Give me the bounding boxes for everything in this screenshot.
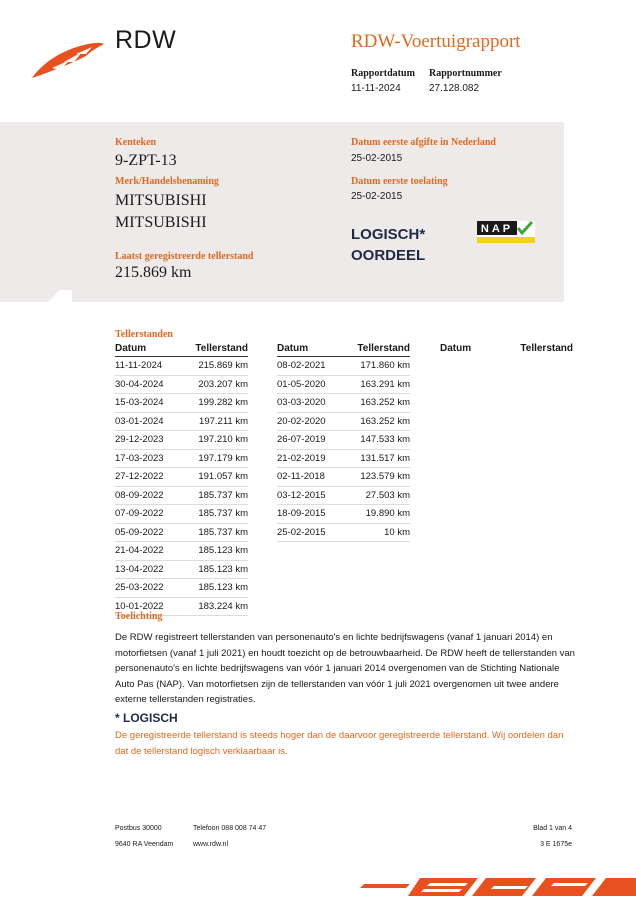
first-admission-label: Datum eerste toelating	[351, 176, 448, 187]
logisch-explanation: De geregistreerde tellerstand is steeds hoger dan de daarvoor geregistreerde tellerstand. Wij oordelen dan dat de tellerstand logisch verklaarbaar is.	[115, 730, 564, 757]
first-nl-label: Datum eerste afgifte in Nederland	[351, 137, 496, 148]
vehicle-summary-panel	[0, 122, 564, 302]
footer-code: 3 E 1675e	[540, 841, 572, 848]
odometer-date: 21-04-2022	[115, 545, 164, 556]
odometer-row	[277, 468, 410, 487]
explanation-title: Toelichting	[115, 611, 163, 622]
odometer-row	[277, 376, 410, 395]
nap-logo-icon	[477, 221, 535, 243]
odometer-value: 185.737 km	[198, 508, 248, 519]
odometer-date: 08-02-2021	[277, 360, 326, 371]
odometer-row	[277, 450, 410, 469]
footer-postbus: Postbus 30000	[115, 825, 162, 832]
odometer-column-2	[277, 343, 410, 542]
footer-website[interactable]: www.rdw.nl	[193, 841, 229, 848]
report-number-label: Rapportnummer	[429, 68, 502, 79]
odometer-value: 171.860 km	[360, 360, 410, 371]
model-value: MITSUBISHI	[115, 214, 207, 231]
odometer-row	[277, 505, 410, 524]
odometer-date: 10-01-2022	[115, 600, 164, 612]
odometer-value: 163.252 km	[360, 415, 410, 427]
odometer-date: 15-03-2024	[115, 397, 164, 408]
odometer-date: 05-09-2022	[115, 526, 164, 538]
odometer-value: 19.890 km	[365, 508, 410, 519]
odometer-value: 123.579 km	[360, 471, 410, 482]
odometer-date: 01-05-2020	[277, 378, 326, 390]
odometer-row	[115, 524, 248, 543]
odometer-row	[115, 394, 248, 413]
judgement-line-1: LOGISCH*	[351, 226, 426, 243]
col-date-header: Datum	[440, 343, 472, 354]
odometer-row	[277, 524, 410, 543]
footer-phone: Telefoon 088 008 74 47	[193, 825, 267, 832]
plate-value: 9-ZPT-13	[115, 152, 177, 169]
logisch-heading: * LOGISCH	[115, 711, 178, 725]
odometer-date: 08-09-2022	[115, 489, 164, 501]
odometer-row	[277, 487, 410, 506]
odometer-value: 199.282 km	[198, 397, 248, 408]
odometer-row	[115, 542, 248, 561]
footer-city: 9640 RA Veendam	[115, 841, 174, 848]
odometer-row	[115, 357, 248, 376]
odometer-date: 20-02-2020	[277, 415, 326, 427]
first-admission-value: 25-02-2015	[351, 191, 403, 202]
odometer-value: 197.210 km	[198, 434, 248, 445]
explanation-paragraph: De RDW registreert tellerstanden van personenauto's en lichte bedrijfswagens (vanaf 1 januari 2014) en motorfietsen (vanaf 1 juli 2021) en houdt toezicht op de betrouwbaarheid. De RDW heeft de tellerstanden van personenauto's en lichte bedrijfswagens van vóór 1 januari 2014 overgenomen van de Stichting Nationale Auto Pas (NAP). Van motorfietsen zijn de tellerstanden van vóór 1 juli 2021 overgenomen uit twee andere externe tellerstanden registraties.	[115, 632, 575, 705]
brand-label: Merk/Handelsbenaming	[115, 176, 219, 187]
odometer-value: 185.123 km	[198, 545, 248, 556]
odometer-row	[277, 431, 410, 450]
odometer-row	[277, 413, 410, 432]
odometer-date: 07-09-2022	[115, 508, 164, 519]
odometer-date: 03-12-2015	[277, 489, 326, 501]
judgement-line-2: OORDEEL	[351, 247, 426, 264]
first-nl-value: 25-02-2015	[351, 153, 403, 164]
report-title: RDW-Voertuigrapport	[351, 31, 521, 52]
odometer-date: 25-03-2022	[115, 582, 164, 593]
odometer-date: 03-03-2020	[277, 397, 326, 408]
odometer-date: 21-02-2019	[277, 452, 326, 464]
odometer-date: 11-11-2024	[115, 360, 163, 371]
rdw-logo-text: RDW	[115, 26, 177, 54]
odometer-date: 03-01-2024	[115, 415, 164, 427]
odometer-value: 183.224 km	[198, 600, 248, 612]
col-date-header: Datum	[277, 343, 309, 354]
odometer-row	[115, 413, 248, 432]
odometer-row	[115, 579, 248, 598]
odometer-value: 27.503 km	[365, 489, 410, 501]
odometer-date: 27-12-2022	[115, 471, 164, 482]
odometer-value: 185.123 km	[198, 563, 248, 575]
odometer-date: 02-11-2018	[277, 471, 325, 482]
odometer-column-3	[440, 343, 573, 356]
last-odometer-label: Laatst geregistreerde tellerstand	[115, 251, 254, 262]
odometer-column-header	[440, 343, 573, 356]
odometer-value: 215.869 km	[198, 360, 248, 371]
report-date: 11-11-2024	[351, 83, 401, 94]
report-number: 27.128.082	[429, 83, 480, 94]
brand-value: MITSUBISHI	[115, 192, 207, 209]
odometer-value: 163.291 km	[360, 378, 410, 390]
odometer-date: 18-09-2015	[277, 508, 326, 519]
decorative-stripes-icon	[360, 874, 636, 900]
odometer-row	[115, 561, 248, 580]
odometer-row	[277, 394, 410, 413]
rdw-logo-wing-icon	[30, 38, 106, 82]
odometer-value: 185.737 km	[198, 526, 248, 538]
odometer-value: 163.252 km	[360, 397, 410, 408]
odometer-row	[115, 431, 248, 450]
odometer-value: 191.057 km	[198, 471, 248, 482]
odometer-row	[115, 505, 248, 524]
odometer-value: 131.517 km	[360, 452, 410, 464]
col-value-header: Tellerstand	[357, 343, 410, 354]
footer-page: Blad 1 van 4	[533, 825, 572, 832]
odometer-column-1	[115, 343, 248, 616]
odometer-value: 185.123 km	[198, 582, 248, 593]
odometer-date: 25-02-2015	[277, 526, 326, 538]
col-value-header: Tellerstand	[520, 343, 573, 354]
odometer-column-header	[115, 343, 248, 357]
odometer-value: 197.179 km	[198, 452, 248, 464]
nap-logo-text: NAP	[480, 223, 514, 235]
odometer-value: 203.207 km	[198, 378, 248, 390]
odometer-date: 13-04-2022	[115, 563, 164, 575]
odometer-date: 30-04-2024	[115, 378, 164, 390]
odometer-row	[277, 357, 410, 376]
report-date-label: Rapportdatum	[351, 68, 415, 79]
col-value-header: Tellerstand	[195, 343, 248, 354]
odometer-column-header	[277, 343, 410, 357]
odometer-row	[115, 468, 248, 487]
odometer-date: 29-12-2023	[115, 434, 164, 445]
odometer-value: 147.533 km	[360, 434, 410, 445]
plate-label: Kenteken	[115, 137, 157, 148]
odometer-row	[115, 376, 248, 395]
odometer-value: 197.211 km	[199, 415, 248, 427]
odometer-date: 26-07-2019	[277, 434, 326, 445]
odometer-section-title: Tellerstanden	[115, 329, 173, 340]
odometer-date: 17-03-2023	[115, 452, 164, 464]
odometer-value: 185.737 km	[198, 489, 248, 501]
odometer-row	[115, 450, 248, 469]
col-date-header: Datum	[115, 343, 147, 354]
odometer-value: 10 km	[384, 526, 410, 538]
odometer-row	[115, 487, 248, 506]
last-odometer-value: 215.869 km	[115, 264, 192, 281]
